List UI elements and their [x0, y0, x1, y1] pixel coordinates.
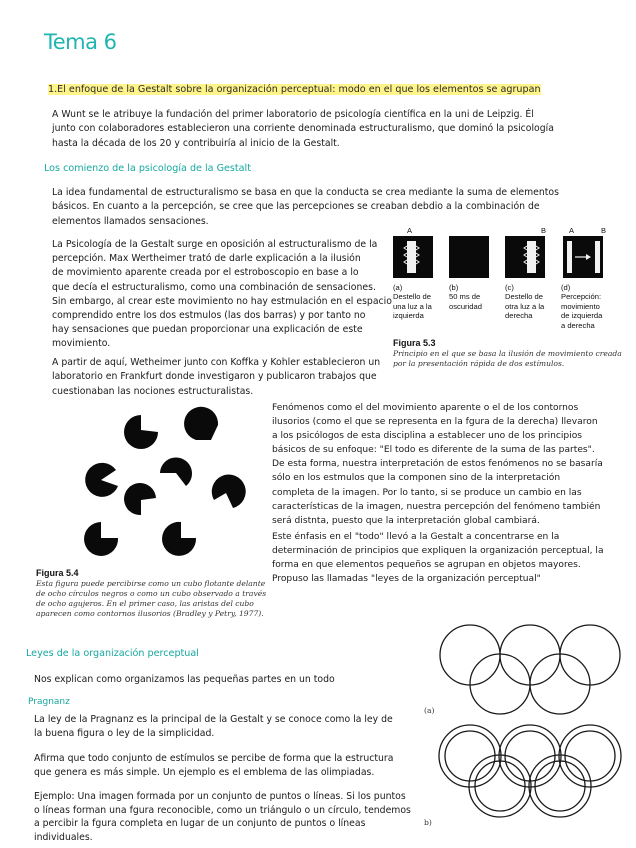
- fig53-label-a1: A: [407, 226, 413, 235]
- structuralism-paragraph: La idea fundamental de estructuralismo se basa en que la conducta se crea mediante la suma de elementos básicos. En cuanto a la percepción, se cree que las percepciones se creaban debdio a la combinación de elementos llamados sensaciones.: [52, 187, 559, 227]
- panel-d-bar-left: [567, 241, 572, 273]
- olympic-rings-b: [420, 716, 636, 826]
- figure-5-4: [36, 398, 276, 634]
- gestalt-origin-paragraph: La Psicología de la Gestalt surge en oposición al estructuralismo de la percepción. Max Wertheimer trató de darle explicación a la ilusión de movimiento aparente creada por el estroboscopio en base a lo que decía el estructuralismo, como una combinación de sensaciones. Sin embargo, al crear este movimiento no hay estmulación en el espacio comprendido entre los dos estmulos (las dos barras) y por tanto no hay sensaciones que puedan proporcionar una explicación de este movimiento.: [52, 239, 392, 350]
- ring-b-1-inner: [445, 731, 495, 781]
- figure-5-3: [393, 222, 633, 382]
- ring-b-5-inner: [535, 761, 585, 811]
- fig53-caption: Principio en el que se basa la ilusión de movimiento creada por la presentación rápida de dos estímulos.: [393, 349, 622, 368]
- panel-c-label: (c) Destello de otra luz a la derecha: [505, 283, 545, 321]
- panel-d-bar-right: [595, 241, 600, 273]
- panel-b-label: (b) 50 ms de oscuridad: [449, 283, 482, 311]
- section2-heading: Los comienzo de la psicología de la Gestalt: [44, 163, 251, 174]
- panel-a-bar: [407, 241, 416, 273]
- section3-heading: Leyes de la organización perceptual: [26, 648, 199, 659]
- ring-b-2-inner: [505, 731, 555, 781]
- pragnanz-example: Ejemplo: Una imagen formada por un conjunto de puntos o líneas. Si los puntos o líneas forman una fgura reconocible, como un triángulo o un círculo, tendemos a percibir la fgura completa en lugar de un conjunto de puntos o líneas individuales.: [34, 791, 411, 843]
- phenomena-paragraph: Fenómenos como el del movimiento aparente o el de los contornos ilusorios (como el que se representa en la fgura de la derecha) llevaron a los psicólogos de esta disciplina a establecer uno de los principios básicos de su enfoque: "El todo es diferente de la suma de las partes". De esta forma, nuestra interpretación de estos fenómenos no se basaría sólo en los estmulos que la componen sino de la interpretación completa de la imagen. Por lo tanto, si se produce un cambio en las características de la imagen, nuestra percepción del fenómeno también será distnta, puesto que la interpretación global cambiará.: [272, 403, 603, 526]
- pragnanz-definition: La ley de la Pragnanz es la principal de la Gestalt y se conoce como la ley de la buena figura o ley de la simplicidad.: [34, 714, 393, 740]
- circle-back-bottom-right: [212, 475, 246, 508]
- panel-b-square: [449, 236, 489, 278]
- fig53-label-a2: A: [569, 226, 575, 235]
- ring-b-3-inner: [565, 731, 615, 781]
- ring-b-4-inner: [475, 761, 525, 811]
- fig53-label-b1: B: [541, 226, 547, 235]
- fig53-title: Figura 5.3: [393, 338, 436, 348]
- panel-c-square: [505, 236, 545, 278]
- illusory-cube: [36, 398, 276, 568]
- page-title: Tema 6: [44, 30, 117, 54]
- whole-emphasis-paragraph: Este énfasis en el "todo" llevó a la Gestalt a concentrarse en la determinación de principios que expliquen la organización perceptual, la forma en que elementos pequeños se agrupan en objetos mayores. Propuso las llamadas "leyes de la organización perceptual": [272, 532, 604, 585]
- section1-heading: 1.El enfoque de la Gestalt sobre la organización perceptual: modo en el que los elementos se agrupan: [48, 84, 541, 95]
- olympic-label-a: (a): [424, 706, 435, 715]
- circle-back-bottom-left: [124, 483, 156, 515]
- panel-d-label: (d) Percepción: movimiento de izquierda a derecha: [561, 283, 603, 330]
- fig54-title: Figura 5.4: [36, 568, 79, 578]
- fig53-label-b2: B: [601, 226, 607, 235]
- olympic-rings-figure: [420, 620, 636, 848]
- circle-back-top-left: [124, 415, 158, 449]
- frankfurt-paragraph: A partir de aquí, Wetheimer junto con Koffka y Kohler establecieron un laboratorio en Frankfurt donde investigaron y publicaron trabajos que cuestionaban las nociones estructuralistas.: [52, 357, 381, 397]
- pragnanz-heading: Pragnanz: [28, 697, 70, 707]
- apparent-motion-panels: [393, 222, 633, 282]
- circle-front-top-left: [85, 463, 118, 497]
- circle-front-bottom-left: [84, 522, 118, 556]
- panel-a-label: (a) Destello de una luz a la izquierda: [393, 283, 432, 321]
- circle-back-top-right: [184, 407, 218, 440]
- fig54-caption: Esta figura puede percibirse como un cubo flotante delante de ocho círculos negros o como un cubo observado a través de ocho agujeros. En el primer caso, las aristas del cubo aparecen como contornos ilusorios (Bradley y Petry, 1977).: [36, 579, 267, 618]
- circle-front-bottom-right: [162, 522, 196, 556]
- panel-c-bar: [527, 241, 536, 273]
- circle-front-top-right: [160, 458, 192, 486]
- laws-intro: Nos explican como organizamos las pequeñas partes en un todo: [34, 674, 335, 685]
- olympic-label-b: b): [424, 818, 432, 827]
- olympic-rings-a: [420, 620, 636, 720]
- pragnanz-statement: Afirma que todo conjunto de estímulos se percibe de forma que la estructura que genera es más simple. Un ejemplo es el emblema de las olimpiadas.: [34, 753, 394, 779]
- section1-paragraph: A Wunt se le atribuye la fundación del primer laboratorio de psicología científica en la uni de Leipzig. Él junto con colaboradores establecieron una corriente denominada estructuralismo, que dominó la psicología hasta la década de los 20 y contribuiría al inicio de la Gestalt.: [52, 109, 554, 149]
